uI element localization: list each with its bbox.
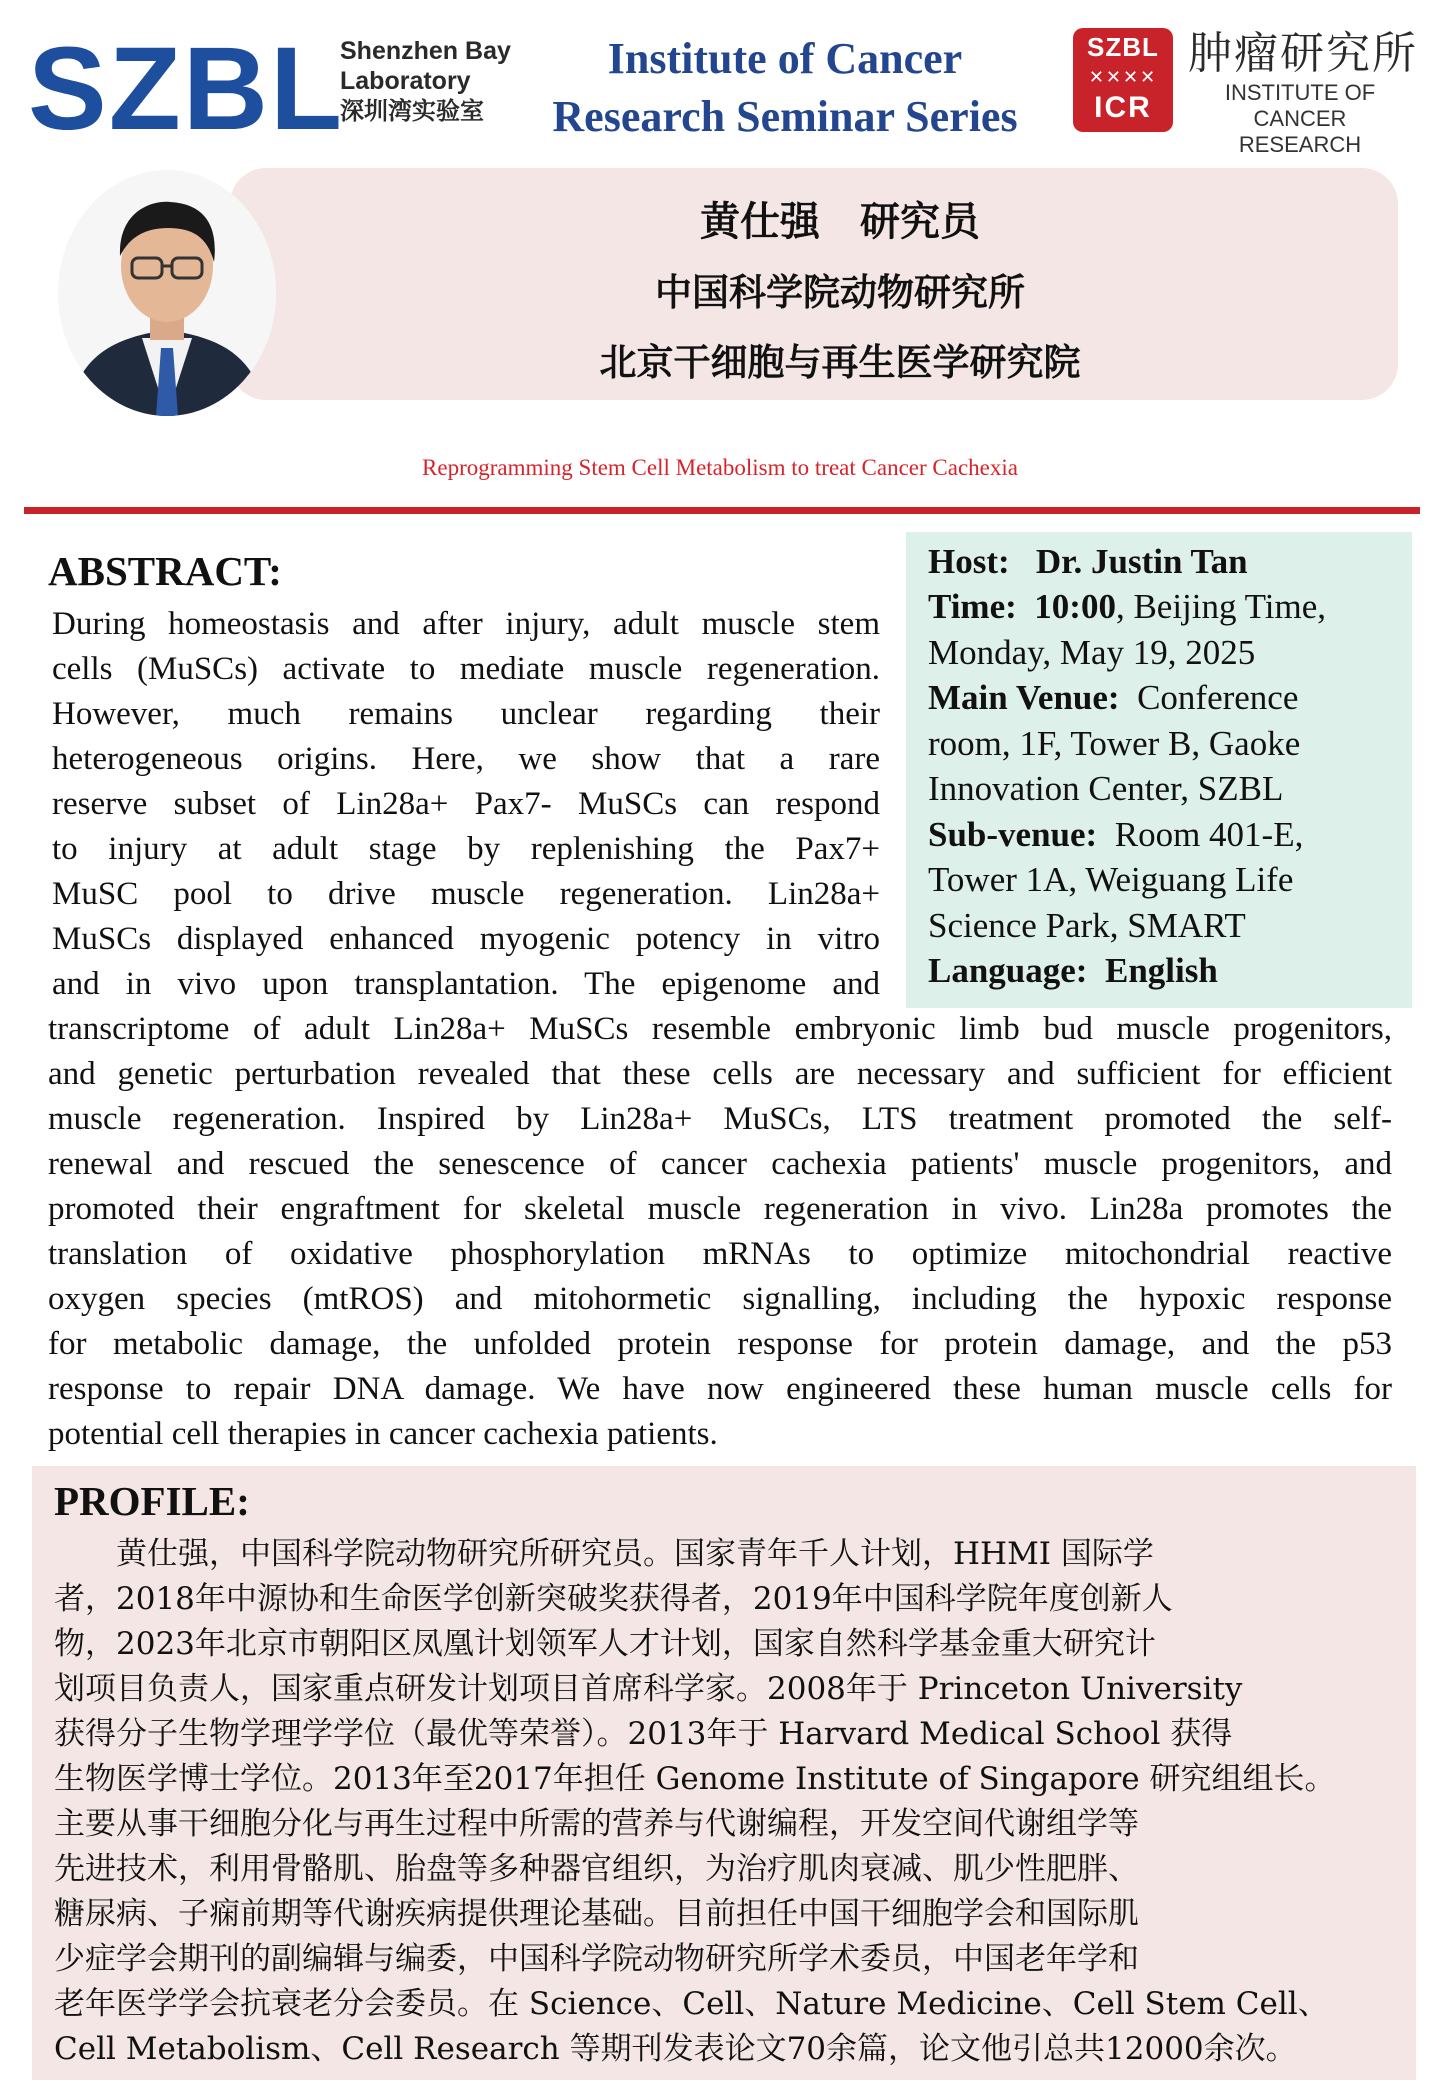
host-line [928, 539, 1248, 585]
sub-venue-line-3: Science Park, SMART [928, 906, 1246, 945]
date-line: Monday, May 19, 2025 [928, 633, 1256, 672]
profile-line: 主要从事干细胞分化与再生过程中所需的营养与代谢编程，开发空间代谢组学等 [54, 1806, 1139, 1842]
main-venue-line-2: room, 1F, Tower B, Gaoke [928, 724, 1301, 763]
talk-title: Reprogramming Stem Cell Metabolism to treat Cancer Cachexia [422, 455, 1018, 480]
abstract-line: During homeostasis and after injury, adult muscle stem [52, 606, 880, 642]
main-venue-label: Main Venue: [928, 678, 1120, 717]
icr-logo-icon [1073, 28, 1173, 132]
abstract-line: renewal and rescued the senescence of cancer cachexia patients' muscle progenitors, and [48, 1146, 1392, 1182]
main-venue-line-1 [928, 675, 1298, 721]
abstract-line: potential cell therapies in cancer cachexia patients. [48, 1416, 718, 1452]
icr-name-en-2: CANCER RESEARCH [1238, 106, 1362, 157]
seminar-title-line-1: Institute of Cancer [607, 34, 963, 83]
language-line [928, 948, 1218, 994]
abstract-line: to injury at adult stage by replenishing the Pax7+ [52, 831, 880, 867]
sub-venue-line-2: Tower 1A, Weiguang Life [928, 860, 1294, 899]
icr-name-cn: 肿瘤研究所 [1188, 28, 1418, 79]
profile-line: 物，2023年北京市朝阳区凤凰计划领军人才计划，国家自然科学基金重大研究计 [54, 1626, 1156, 1662]
seminar-series-title [515, 30, 1055, 146]
speaker-portrait-icon [58, 170, 276, 416]
profile-line: 生物医学博士学位。2013年至2017年担任 Genome Institute of Singapore 研究组组长。 [54, 1761, 1336, 1797]
profile-line: 获得分子生物学理学学位（最优等荣誉）。2013年于 Harvard Medical School 获得 [54, 1716, 1233, 1752]
sub-venue-line-1 [928, 812, 1303, 858]
seminar-title-line-2: Research Seminar Series [552, 92, 1018, 141]
time-line [928, 584, 1326, 630]
abstract-line: heterogeneous origins. Here, we show that a rare [52, 741, 880, 777]
szbl-logo: SZBL [28, 23, 345, 155]
main-venue-text-1: Conference [1137, 678, 1299, 717]
abstract-line: oxygen species (mtROS) and mitohormetic signalling, including the hypoxic response [48, 1281, 1392, 1317]
speaker-affiliation-1: 中国科学院动物研究所 [655, 271, 1025, 314]
language-label: Language: [928, 951, 1088, 990]
sub-venue-text-1: Room 401-E, [1114, 815, 1304, 854]
abstract-line: However, much remains unclear regarding their [52, 696, 880, 732]
abstract-line: translation of oxidative phosphorylation mRNAs to optimize mitochondrial reactive [48, 1236, 1392, 1272]
icr-name-en [1190, 80, 1410, 158]
abstract-line: muscle regeneration. Inspired by Lin28a+ MuSCs, LTS treatment promoted the self- [48, 1101, 1392, 1137]
icr-badge-bottom: ICR [1094, 91, 1152, 124]
abstract-line: reserve subset of Lin28a+ Pax7- MuSCs can respond [52, 786, 880, 822]
profile-line: 老年医学学会抗衰老分会委员。在 Science、Cell、Nature Medicine、Cell Stem Cell、 [54, 1986, 1329, 2022]
abstract-line: cells (MuSCs) activate to mediate muscle regeneration. [52, 651, 880, 687]
abstract-line: and genetic perturbation revealed that these cells are necessary and sufficient for efficient [48, 1056, 1392, 1092]
abstract-line: response to repair DNA damage. We have now engineered these human muscle cells for [48, 1371, 1392, 1407]
speaker-name: 黄仕强 研究员 [700, 199, 980, 245]
time-value: 10:00 [1034, 587, 1116, 626]
lab-name-en-2: Laboratory [340, 67, 471, 95]
speaker-photo [58, 170, 276, 416]
profile-line: 划项目负责人，国家重点研发计划项目首席科学家。2008年于 Princeton University [54, 1671, 1243, 1707]
speaker-affiliation-2: 北京干细胞与再生医学研究院 [599, 341, 1081, 384]
abstract-line: transcriptome of adult Lin28a+ MuSCs resemble embryonic limb bud muscle progenitors, [48, 1011, 1392, 1047]
sub-venue-label: Sub-venue: [928, 815, 1098, 854]
profile-line: 糖尿病、子痫前期等代谢疾病提供理论基础。目前担任中国干细胞学会和国际肌 [54, 1896, 1139, 1932]
time-rest: , Beijing Time, [1115, 587, 1327, 626]
time-label: Time: [928, 587, 1017, 626]
host-label: Host: [928, 542, 1010, 581]
icr-name-en-1: INSTITUTE OF [1224, 80, 1376, 105]
profile-heading: PROFILE: [54, 1478, 250, 1524]
profile-line: 者，2018年中源协和生命医学创新突破奖获得者，2019年中国科学院年度创新人 [54, 1581, 1173, 1617]
title-divider [24, 507, 1420, 514]
lab-name [340, 36, 511, 126]
abstract-line: and in vivo upon transplantation. The epigenome and [52, 966, 880, 1002]
main-venue-line-3: Innovation Center, SZBL [928, 769, 1284, 808]
abstract-line: MuSCs displayed enhanced myogenic potency in vitro [52, 921, 880, 957]
icr-badge-top: SZBL [1087, 32, 1159, 62]
abstract-line: for metabolic damage, the unfolded protein response for protein damage, and the p53 [48, 1326, 1392, 1362]
lab-name-cn: 深圳湾实验室 [340, 97, 484, 125]
profile-line: 少症学会期刊的副编辑与编委，中国科学院动物研究所学术委员，中国老年学和 [54, 1941, 1139, 1977]
profile-line: 先进技术，利用骨骼肌、胎盘等多种器官组织，为治疗肌肉衰减、肌少性肥胖、 [54, 1851, 1139, 1887]
abstract-heading: ABSTRACT: [48, 548, 282, 594]
lab-name-en-1: Shenzhen Bay [340, 37, 511, 65]
abstract-line: promoted their engraftment for skeletal muscle regeneration in vivo. Lin28a promotes the [48, 1191, 1392, 1227]
language-value: English [1104, 951, 1218, 990]
profile-line: Cell Metabolism、Cell Research 等期刊发表论文70余篇，论文他引总共12000余次。 [54, 2031, 1297, 2067]
dna-helix-icon: ✕✕✕✕ [1088, 67, 1158, 87]
abstract-line: MuSC pool to drive muscle regeneration. Lin28a+ [52, 876, 880, 912]
host-value: Dr. Justin Tan [1035, 542, 1248, 581]
profile-line: 黄仕强，中国科学院动物研究所研究员。国家青年千人计划，HHMI 国际学 [54, 1536, 1154, 1572]
